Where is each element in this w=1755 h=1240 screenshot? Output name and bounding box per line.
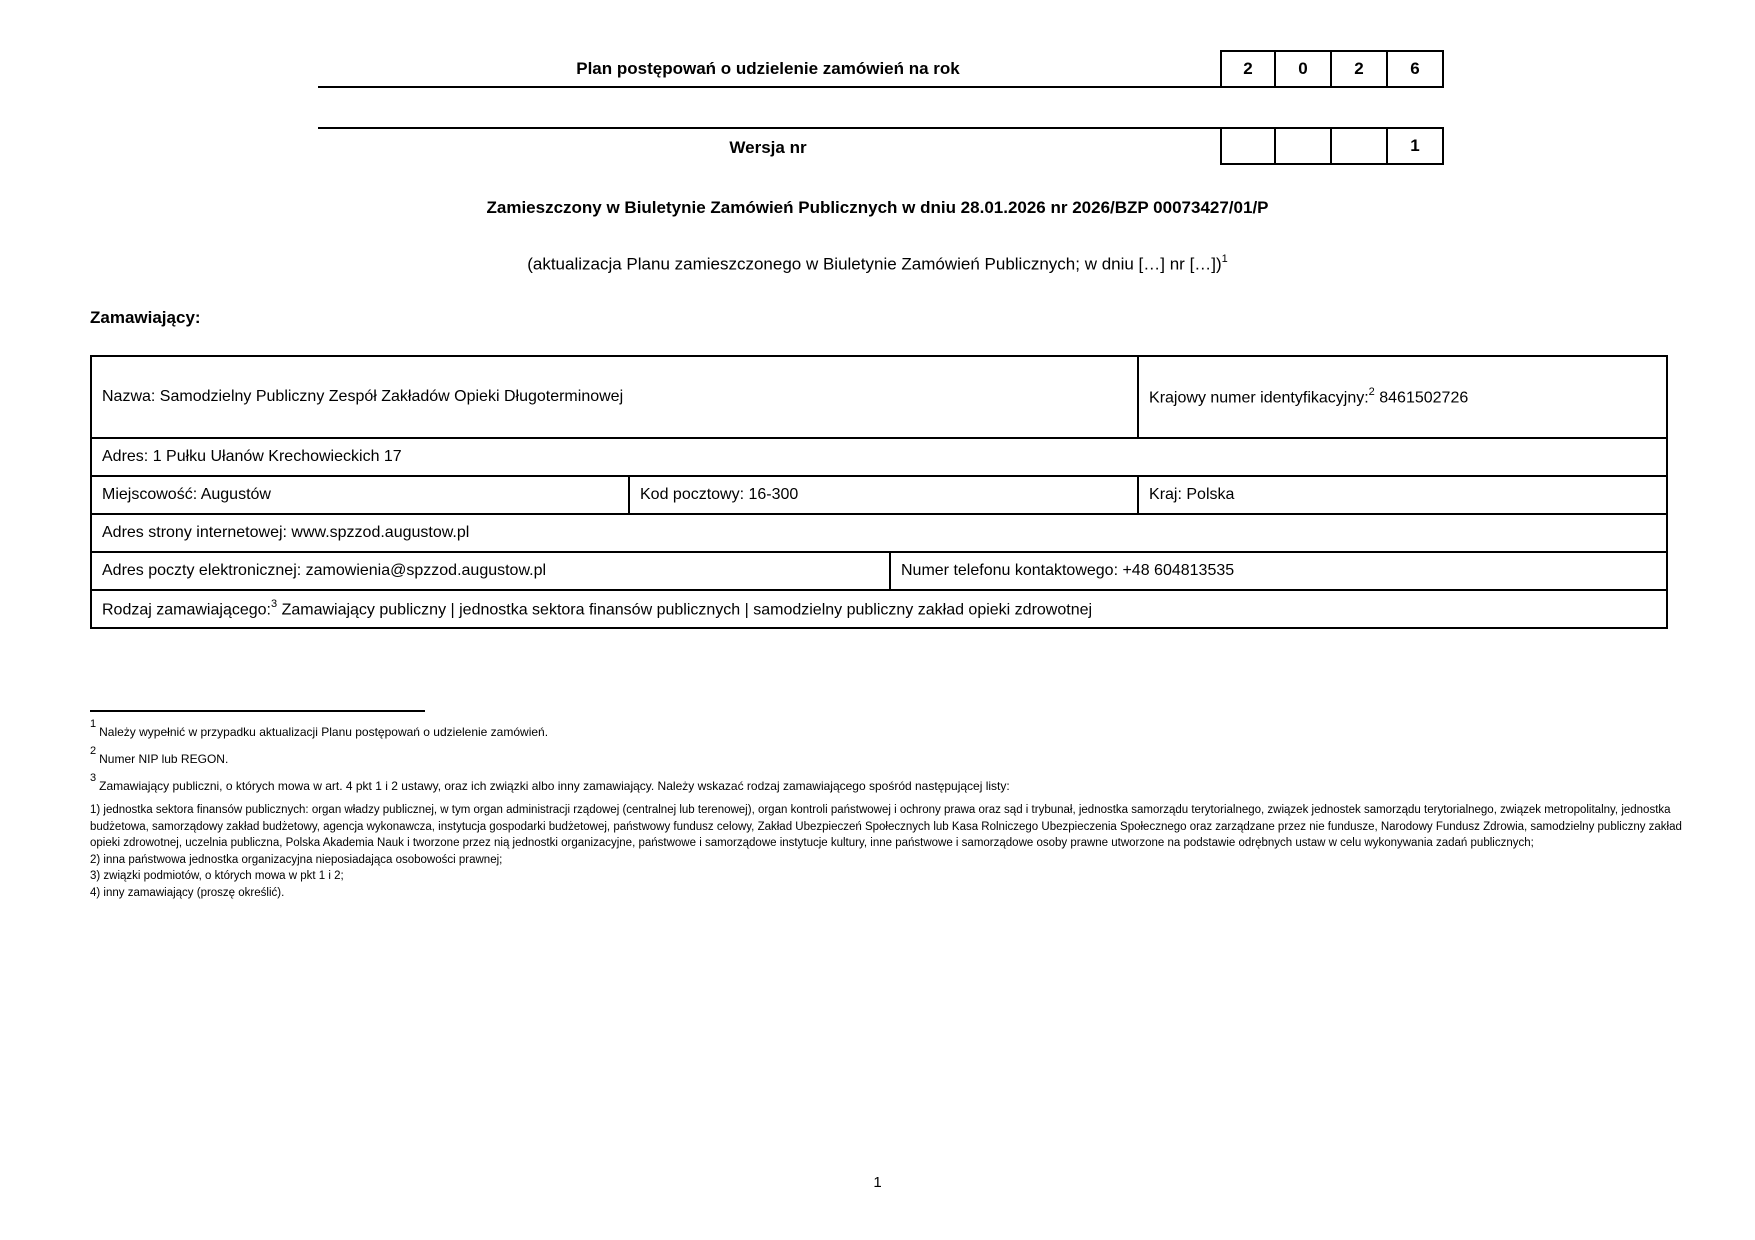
table-row-type: [91, 590, 1667, 628]
footnote-3-text: Zamawiający publiczni, o których mowa w art. 4 pkt 1 i 2 ustawy, oraz ich związki albo inny zamawiający. Należy wskazać rodzaj zamawiającego spośród następującej listy:: [99, 779, 1010, 793]
table-row-name: [91, 356, 1667, 438]
footnote-2: [90, 745, 1692, 767]
year-digit-cell: 0: [1276, 50, 1332, 88]
footnote-separator: [90, 710, 425, 712]
buyer-country-cell: Kraj: Polska: [1138, 476, 1667, 514]
national-id-cell: [1138, 356, 1667, 438]
buyer-type-list: [90, 802, 1692, 901]
buyer-type-footnote-ref: 3: [270, 597, 278, 610]
list-item: 4) inny zamawiający (proszę określić).: [90, 886, 285, 899]
buyer-name-cell: Nazwa: Samodzielny Publiczny Zespół Zakładów Opieki Długoterminowej: [91, 356, 1138, 438]
footnote-3: [90, 772, 1692, 794]
national-id-value: 8461502726: [1379, 389, 1469, 407]
footnote-1-text: Należy wypełnić w przypadku aktualizacji Planu postępowań o udzielenie zamówień.: [99, 725, 549, 739]
year-digit-cell: 2: [1220, 50, 1276, 88]
buyer-section-label: Zamawiający:: [90, 308, 201, 327]
table-row-address: [91, 438, 1667, 476]
year-digit-cell: 6: [1388, 50, 1444, 88]
list-item: 2) inna państwowa jednostka organizacyjna nieposiadająca osobowości prawnej;: [90, 853, 503, 866]
version-label: Wersja nr: [729, 138, 807, 157]
footnote-2-text: Numer NIP lub REGON.: [99, 752, 229, 766]
national-id-footnote-ref: 2: [1368, 385, 1375, 398]
buyer-table: [90, 355, 1668, 629]
update-footnote-ref: 1: [1221, 253, 1228, 265]
buyer-type-value: Zamawiający publiczny | jednostka sektora finansów publicznych | samodzielny publiczny zakład opieki zdrowotnej: [281, 601, 1093, 619]
page-number: 1: [873, 1174, 882, 1191]
update-line: [0, 254, 1755, 275]
version-digit-cell: [1276, 127, 1332, 165]
buyer-phone-cell: Numer telefonu kontaktowego: +48 604813535: [890, 552, 1667, 590]
national-id-label: Krajowy numer identyfikacyjny:: [1149, 389, 1369, 407]
footnotes-block: [90, 718, 1692, 901]
buyer-type-cell: [91, 590, 1667, 628]
footnote-1-ref: 1: [90, 718, 97, 730]
publication-line: Zamieszczony w Biuletynie Zamówień Publicznych w dniu 28.01.2026 nr 2026/BZP 00073427/01/P: [486, 198, 1269, 217]
footnote-3-ref: 3: [90, 772, 97, 784]
buyer-website-cell: Adres strony internetowej: www.spzzod.augustow.pl: [91, 514, 1667, 552]
table-row-contact: [91, 552, 1667, 590]
buyer-postal-cell: Kod pocztowy: 16-300: [629, 476, 1138, 514]
plan-title: Plan postępowań o udzielenie zamówień na rok: [576, 59, 960, 78]
list-item: 3) związki podmiotów, o których mowa w pkt 1 i 2;: [90, 870, 344, 882]
table-row-website: [91, 514, 1667, 552]
update-line-text: (aktualizacja Planu zamieszczonego w Biuletynie Zamówień Publicznych; w dniu […] nr […]): [527, 254, 1222, 274]
buyer-address-cell: Adres: 1 Pułku Ułanów Krechowieckich 17: [91, 438, 1667, 476]
buyer-email-cell: Adres poczty elektronicznej: zamowienia@spzzod.augustow.pl: [91, 552, 890, 590]
version-boxes: [1220, 127, 1444, 165]
version-digit-cell: 1: [1388, 127, 1444, 165]
version-digit-cell: [1332, 127, 1388, 165]
year-digit-cell: 2: [1332, 50, 1388, 88]
footnote-2-ref: 2: [90, 745, 97, 757]
version-digit-cell: [1220, 127, 1276, 165]
footnote-1: [90, 718, 1692, 740]
buyer-type-label: Rodzaj zamawiającego:: [102, 601, 271, 619]
buyer-city-cell: Miejscowość: Augustów: [91, 476, 629, 514]
list-item: 1) jednostka sektora finansów publicznych: organ władzy publicznej, w tym organ administracji rządowej (centralnej lub terenowej), organ kontroli państwowej i ochrony prawa oraz sąd i trybunał, jednostka samorządu terytorialnego, związek jednostek samorządu terytorialnego, związek metropolitalny, jednostka budżetowa, samorządowy zakład budżetowy, agencja wykonawcza, instytucja gospodarki budżetowej, państwowy fundusz celowy, Zakład Ubezpieczeń Społecznych lub Kasa Rolniczego Ubezpieczenia Społecznego oraz zarządzane przez nie fundusze, Narodowy Fundusz Zdrowia, samodzielny publiczny zakład opieki zdrowotnej, uczelnia publiczna, Polska Akademia Nauk i tworzone przez nią jednostki organizacyjne, państwowe i samorządowe instytucje kultury, inne państwowe i samorządowe osoby prawne utworzone na podstawie odrębnych ustaw w celu wykonywania zadań publicznych;: [90, 804, 1682, 849]
year-boxes: [1220, 50, 1444, 88]
table-row-city: [91, 476, 1667, 514]
